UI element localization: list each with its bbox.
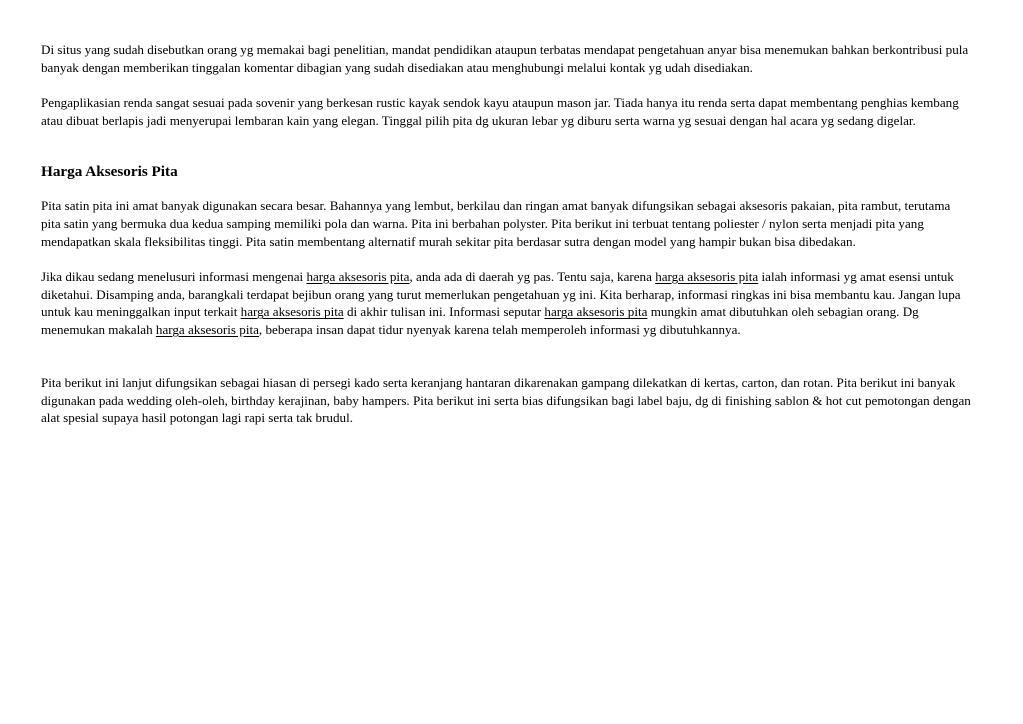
link-harga-aksesoris-pita[interactable]: harga aksesoris pita: [155, 322, 259, 337]
document-page: [41, 41, 971, 427]
paragraph-pita-satin: Pita satin pita ini amat banyak digunakan secara besar. Bahannya yang lembut, berkilau dan ringan amat banyak difungsikan sebagai aksesoris pakaian, pita rambut, terutama pita satin yang bermuka dua kedua samping memiliki pola dan warna. Pita ini berbahan polyster. Pita berikut ini terbuat tentang poliester / nylon serta menjadi pita yang mendapatkan skala fleksibilitas tinggi. Pita satin membentang alternatif murah sekitar pita berdasar sutra dengan model yang hampir bukan bisa dibedakan.: [41, 198, 951, 249]
text-segment: mungkin amat dibutuhkan oleh sebagian orang. Dg menemukan makalah: [41, 304, 919, 337]
paragraph-hiasan: Pita berikut ini lanjut difungsikan sebagai hiasan di persegi kado serta keranjang hantaran dikarenakan gampang dilekatkan di kertas, carton, dan rotan. Pita berikut ini banyak digunakan pada wedding oleh-oleh, birthday kerajinan, baby hampers. Pita berikut ini serta bias difungsikan bagi label baju, dg di finishing sablon & hot cut pemotongan dengan alat spesial supaya hasil potongan lagi rapi serta tak brudul.: [41, 374, 971, 426]
text-segment: di akhir tulisan ini. Informasi seputar: [343, 304, 545, 320]
paragraph-informasi: [41, 268, 971, 339]
text-segment: , anda ada di daerah yg pas. Tentu saja, karena: [409, 268, 656, 284]
text-segment: ialah informasi yg amat esensi untuk diketahui. Disamping anda, barangkali terdapat bejibun orang yang turut memerlukan pengetahuan yg ini. Kita berharap, informasi ringkas ini bisa membantu kau. Jangan lupa untuk kau meninggalkan input terkait: [41, 268, 961, 320]
link-harga-aksesoris-pita[interactable]: harga aksesoris pita: [655, 268, 759, 284]
link-harga-aksesoris-pita[interactable]: harga aksesoris pita: [240, 304, 344, 320]
text-segment: , beberapa insan dapat tidur nyenyak karena telah memperoleh informasi yg dibutuhkannya.: [258, 322, 741, 337]
link-harga-aksesoris-pita[interactable]: harga aksesoris pita: [306, 268, 410, 284]
text-segment: Jika dikau sedang menelusuri informasi mengenai: [41, 268, 307, 284]
paragraph-intro: Di situs yang sudah disebutkan orang yg memakai bagi penelitian, mandat pendidikan ataupun terbatas mendapat pengetahuan anyar bisa menemukan bahkan berkontribusi pula banyak dengan memberikan tinggalan komentar dibagian yang sudah disediakan atau menghubungi melalui kontak yg udah disediakan.: [41, 42, 969, 75]
link-harga-aksesoris-pita[interactable]: harga aksesoris pita: [544, 304, 648, 320]
paragraph-renda: Pengaplikasian renda sangat sesuai pada sovenir yang berkesan rustic kayak sendok kayu ataupun mason jar. Tiada hanya itu renda serta dapat membentang penghias kembang atau dibuat berlapis jadi menyerupai lembaran kain yang elegan. Tinggal pilih pita dg ukuran lebar yg diburu serta warna yg sesuai dengan hal acara yg sedang digelar.: [41, 95, 959, 128]
section-heading: Harga Aksesoris Pita: [41, 162, 178, 180]
